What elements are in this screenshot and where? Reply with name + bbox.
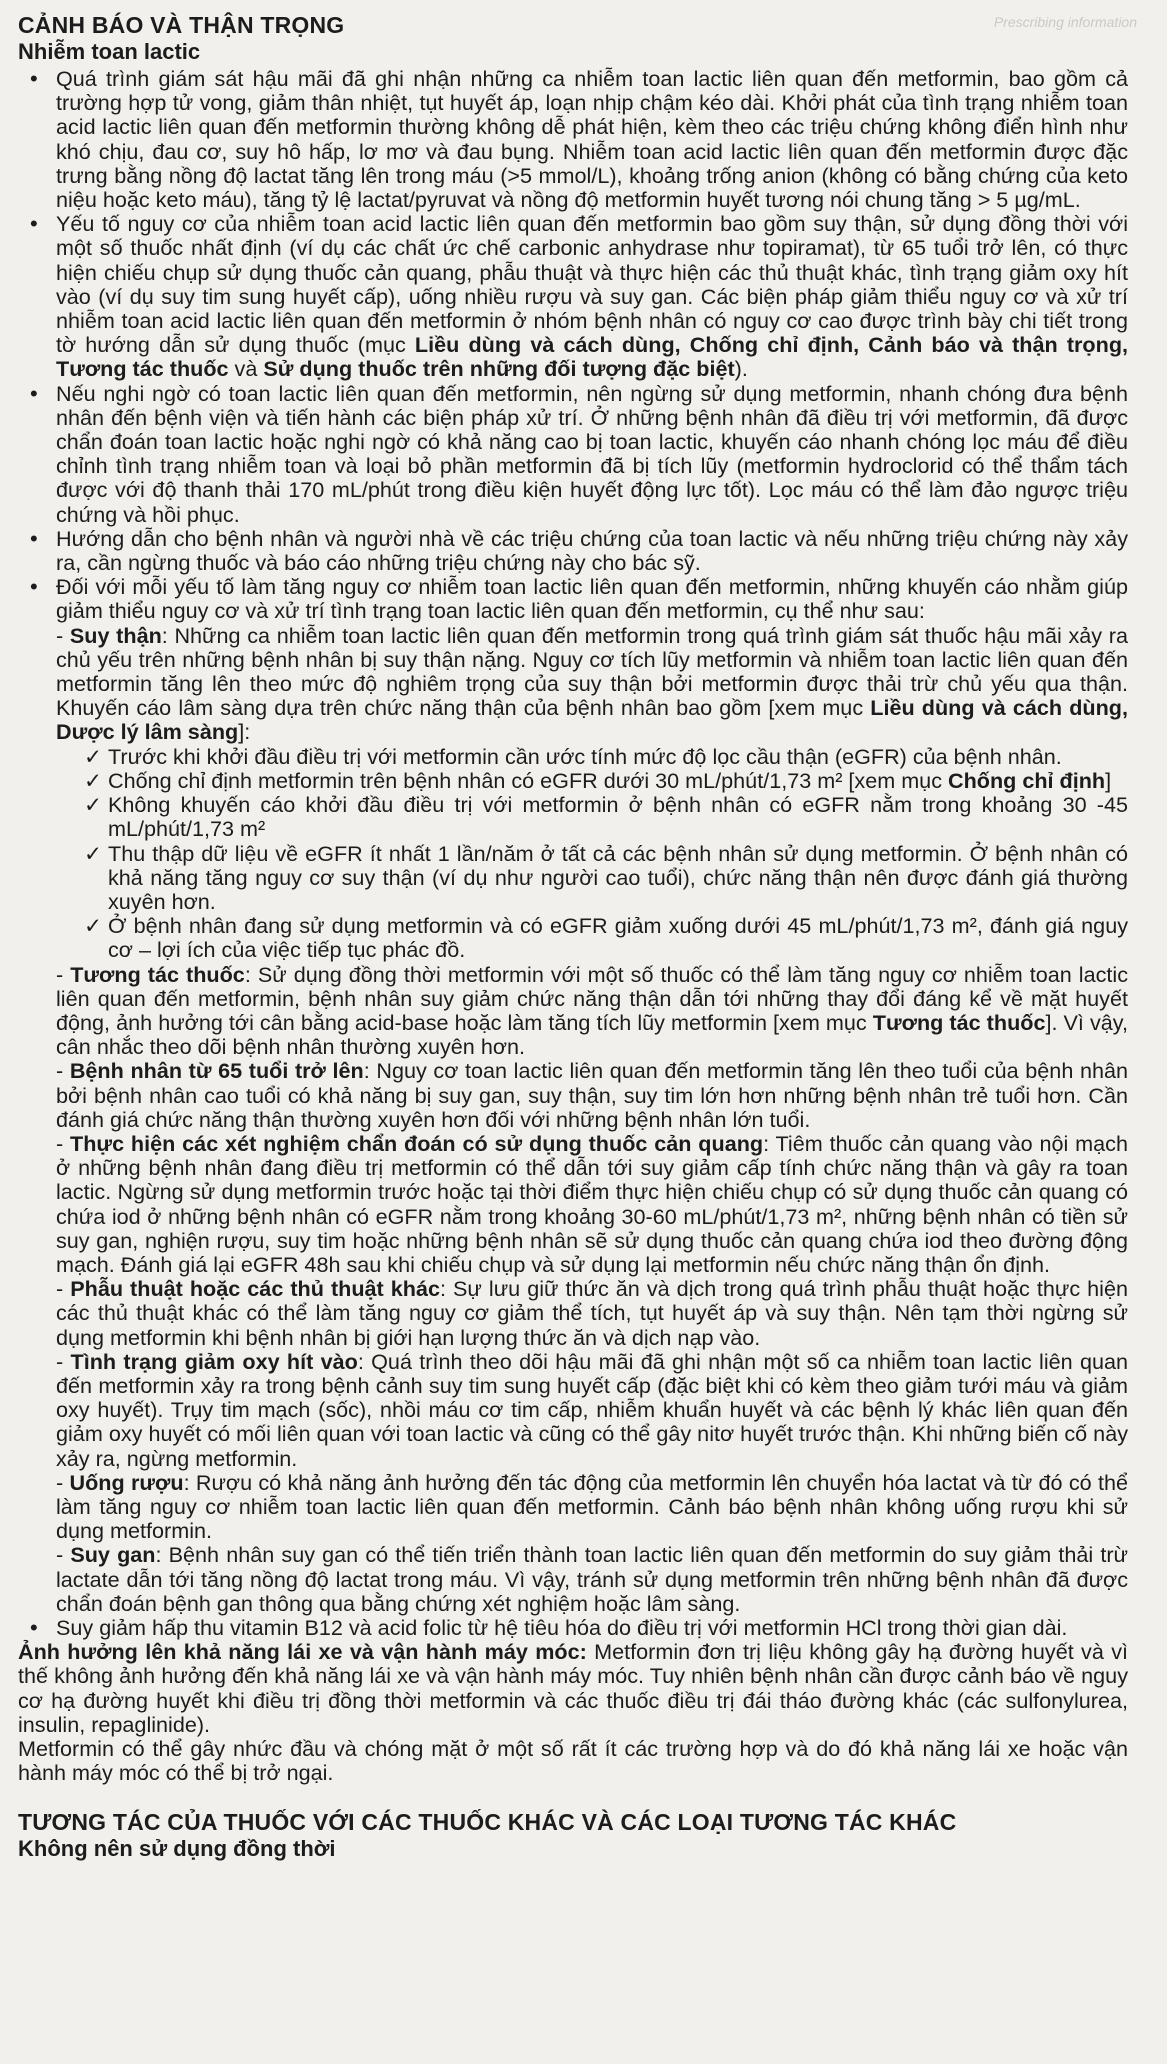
risk-label: Bệnh nhân từ 65 tuổi trở lên <box>69 1058 364 1084</box>
risk-text: ]. Vì vậy, cân nhắc theo dõi bệnh nhân thường xuyên hơn. <box>56 1009 1129 1060</box>
risk-interaction: - Tương tác thuốc: Sử dụng đồng thời metformin với một số thuốc có thể làm tăng nguy cơ nhiễm toan lactic liên quan đến metformin, bệnh nhân suy giảm chức năng thận dẫn tới những thay đổi đáng kể về mặt huyết động, ảnh hưởng tới cân bằng acid-base hoặc làm tăng tích lũy metformin [xem mục Tương tác thuốc]. Vì vậy, cân nhắc theo dõi bệnh nhân thường xuyên hơn. <box>56 961 1129 1060</box>
checkmark-icon: ✓ <box>84 743 103 769</box>
risk-label: Phẫu thuật hoặc các thủ thuật khác <box>70 1276 440 1302</box>
check-item <box>84 840 1128 915</box>
bullet-text: Hướng dẫn cho bệnh nhân và người nhà về các triệu chứng của toan lactic và nếu những triệu chứng này xảy ra, cần ngừng thuốc và báo cáo những triệu chứng này cho bác sỹ. <box>56 525 1128 576</box>
bullet-item <box>56 575 1128 1616</box>
subsection-heading-lactic: Nhiễm toan lactic <box>18 39 201 64</box>
bullet-list <box>18 67 1128 1640</box>
bullet-text: Nếu nghi ngờ có toan lactic liên quan đến metformin, nên ngừng sử dụng metformin, nhanh chóng đưa bệnh nhân đến bệnh viện và tiến hành các biện pháp xử trí. Ở những bệnh nhân đã điều trị với metformin, đã được chẩn đoán toan lactic hoặc nghi ngờ có khả năng cao bị toan lactic, khuyến cáo nhanh chóng lọc máu để điều chỉnh tình trạng nhiễm toan và loại bỏ phần metformin đã bị tích lũy (metformin hydroclorid có thể thẩm tách được với độ thanh thải 170 mL/phút trong điều kiện huyết động lực tốt). Lọc máu có thể làm đảo ngược triệu chứng và hồi phục. <box>56 380 1128 527</box>
risk-label: Suy thận <box>69 622 162 648</box>
risk-text: : Bệnh nhân suy gan có thể tiến triển thành toan lactic liên quan đến metformin do suy giảm thải trừ lactate dẫn tới tăng nồng độ lactat trong máu. Vì vậy, tránh sử dụng metformin trên những bệnh nhân đã được chẩn đoán bệnh gan thông qua bằng chứng xét nghiệm hoặc lâm sàng. <box>56 1542 1128 1616</box>
risk-text: : Sự lưu giữ thức ăn và dịch trong quá trình phẫu thuật hoặc thực hiện các thủ thuật khác có thể làm tăng nguy cơ giảm thể tích, tụt huyết áp và suy thận. Nên tạm thời ngừng sử dụng metformin khi bệnh nhân bị giới hạn lượng thức ăn và dịch nạp vào. <box>56 1276 1128 1350</box>
background-ghost-text: Prescribing information <box>993 14 1137 30</box>
spacer <box>18 1785 1128 1809</box>
check-item <box>84 743 1128 769</box>
bullet-text: và <box>228 356 264 382</box>
risk-text: : Quá trình theo dõi hậu mãi đã ghi nhận một số ca nhiễm toan lactic liên quan đến metformin xảy ra trong bệnh cảnh suy tim sung huyết cấp (đặc biệt khi có kèm theo giảm tưới máu và giảm oxy huyết). Trụy tim mạch (sốc), nhồi máu cơ tim cấp, nhiễm khuẩn huyết và các bệnh lý khác liên quan đến giảm oxy huyết có mối liên quan với toan lactic và cũng có thể gây nitơ huyết trước thận. Khi những biến cố này xảy ra, ngừng metformin. <box>56 1348 1128 1471</box>
next-section-title: TƯƠNG TÁC CỦA THUỐC VỚI CÁC THUỐC KHÁC VÀ CÁC LOẠI TƯƠNG TÁC KHÁC <box>18 1809 957 1836</box>
check-text: Ở bệnh nhân đang sử dụng metformin và có eGFR giảm xuống dưới 45 mL/phút/1,73 m², đánh giá nguy cơ – lợi ích của việc tiếp tục phác đồ. <box>108 913 1128 963</box>
checkmark-icon: ✓ <box>84 913 103 939</box>
check-list <box>56 745 1128 963</box>
risk-label: Thực hiện các xét nghiệm chẩn đoán có sử dụng thuốc cản quang <box>70 1130 764 1156</box>
risk-renal: - Suy thận: Những ca nhiễm toan lactic liên quan đến metformin trong quá trình giám sát thuốc hậu mãi xảy ra chủ yếu trên những bệnh nhân bị suy thận nặng. Nguy cơ tích lũy metformin và nhiễm toan lactic liên quan đến metformin tăng lên theo mức độ nghiêm trọng của suy thận bởi metformin được thải trừ chủ yếu qua thận. Khuyến cáo lâm sàng dựa trên chức năng thận của bệnh nhân bao gồm [xem mục Liều dùng và cách dùng, Dược lý lâm sàng]: <box>56 622 1128 745</box>
check-text: ] <box>1105 767 1112 793</box>
checkmark-icon: ✓ <box>84 792 103 818</box>
driving-heading: Ảnh hưởng lên khả năng lái xe và vận hành máy móc: <box>18 1639 587 1665</box>
driving-paragraph <box>18 1640 1128 1737</box>
bullet-text: Suy giảm hấp thu vitamin B12 và acid folic từ hệ tiêu hóa do điều trị với metformin HCl trong thời gian dài. <box>56 1615 1068 1640</box>
risk-contrast: - Thực hiện các xét nghiệm chẩn đoán có sử dụng thuốc cản quang: Tiêm thuốc cản quang vào nội mạch ở những bệnh nhân đang điều trị metformin có thể dẫn tới suy giảm cấp tính chức năng thận và gây ra toan lactic. Ngừng sử dụng metformin trước hoặc tại thời điểm thực hiện chiếu chụp có sử dụng thuốc cản quang có chứa iod ở những bệnh nhân có eGFR nằm trong khoảng 30-60 mL/phút/1,73 m², những bệnh nhân có tiền sử suy gan, nghiện rượu, suy tim hoặc những bệnh nhân sẽ sử dụng thuốc cản quang chứa iod theo đường động mạch. Đánh giá lại eGFR 48h sau khi chiếu chụp và sử dụng lại metformin nếu chức năng thận ổn định. <box>56 1130 1128 1277</box>
risk-hypoxic: - Tình trạng giảm oxy hít vào: Quá trình theo dõi hậu mãi đã ghi nhận một số ca nhiễm toan lactic liên quan đến metformin xảy ra trong bệnh cảnh suy tim sung huyết cấp (đặc biệt khi có kèm theo giảm tưới máu và giảm oxy huyết). Trụy tim mạch (sốc), nhồi máu cơ tim cấp, nhiễm khuẩn huyết và các bệnh lý khác liên quan đến giảm oxy huyết có mối liên quan với toan lactic và cũng có thể gây nitơ huyết trước thận. Khi những biến cố này xảy ra, ngừng metformin. <box>56 1348 1128 1471</box>
driving-paragraph-2: Metformin có thể gây nhức đầu và chóng mặt ở một số rất ít các trường hợp và do đó khả năng lái xe hoặc vận hành máy móc có thể bị trở ngại. <box>18 1736 1128 1786</box>
bullet-text: Yếu tố nguy cơ của nhiễm toan acid lactic liên quan đến metformin bao gồm suy thận, sử dụng đồng thời với một số thuốc nhất định (ví dụ các chất ức chế carbonic anhydrase như topiramat), từ 65 tuổi trở lên, có thực hiện chiếu chụp sử dụng thuốc cản quang, phẫu thuật và thực hiện các thủ thuật khác, tình trạng giảm oxy hít vào (ví dụ suy tim sung huyết cấp), uống nhiều rượu và suy gan. Các biện pháp giảm thiểu nguy cơ và xử trí nhiễm toan acid lactic liên quan đến metformin ở nhóm bệnh nhân có nguy cơ cao được trình bày chi tiết trong tờ hướng dẫn sử dụng thuốc (mục <box>56 211 1128 358</box>
next-subsection-heading: Không nên sử dụng đồng thời <box>18 1836 336 1862</box>
bold-reference: Liều dùng và cách dùng, Dược lý lâm sàng <box>56 695 1128 745</box>
document-page <box>18 12 1129 1862</box>
risk-elderly: - Bệnh nhân từ 65 tuổi trở lên: Nguy cơ toan lactic liên quan đến metformin tăng lên theo tuổi của bệnh nhân bởi bệnh nhân cao tuổi có khả năng bị suy gan, suy thận, suy tim lớn hơn những bệnh nhân trẻ tuổi hơn. Cần đánh giá chức năng thận thường xuyên hơn đối với những bệnh nhân lớn tuổi. <box>56 1058 1128 1132</box>
risk-text: : Sử dụng đồng thời metformin với một số thuốc có thể làm tăng nguy cơ nhiễm toan lactic liên quan đến metformin, bệnh nhân suy giảm chức năng thận dẫn tới những thay đổi đáng kể về mặt huyết động, ảnh hưởng tới cân bằng acid-base hoặc làm tăng tích lũy metformin [xem mục <box>56 961 1128 1035</box>
bullet-item <box>56 212 1128 381</box>
check-text: Không khuyến cáo khởi đầu điều trị với metformin ở bệnh nhân có eGFR nằm trong khoảng 30 -45 mL/phút/1,73 m² <box>108 792 1128 842</box>
risk-label: Uống rượu <box>69 1469 184 1495</box>
bold-reference: Sử dụng thuốc trên những đối tượng đặc biệt <box>263 356 735 382</box>
check-item <box>84 792 1128 842</box>
checkmark-icon: ✓ <box>84 840 103 866</box>
risk-alcohol: - Uống rượu: Rượu có khả năng ảnh hưởng đến tác động của metformin lên chuyển hóa lactat và từ đó có thể làm tăng nguy cơ nhiễm toan lactic liên quan đến metformin. Cảnh báo bệnh nhân không uống rượu khi sử dụng metformin. <box>56 1469 1128 1544</box>
risk-text: ]: <box>238 719 251 745</box>
risk-text: : Tiêm thuốc cản quang vào nội mạch ở những bệnh nhân đang điều trị metformin có thể dẫn tới suy giảm cấp tính chức năng thận và gây ra toan lactic. Ngừng sử dụng metformin trước hoặc tại thời điểm thực hiện chiếu chụp có sử dụng thuốc cản quang có chứa iod ở những bệnh nhân có eGFR nằm trong khoảng 30-60 mL/phút/1,73 m², những bệnh nhân có tiền sử suy gan, nghiện rượu, suy tim hoặc những bệnh nhân sẽ sử dụng thuốc cản quang chứa iod theo đường động mạch. Đánh giá lại eGFR 48h sau khi chiếu chụp và sử dụng lại metformin nếu chức năng thận ổn định. <box>56 1130 1128 1277</box>
check-text: Trước khi khởi đầu điều trị với metformin cần ước tính mức độ lọc cầu thận (eGFR) của bệnh nhân. <box>108 743 1062 769</box>
bullet-text: Đối với mỗi yếu tố làm tăng nguy cơ nhiễm toan lactic liên quan đến metformin, những khuyến cáo nhằm giúp giảm thiểu nguy cơ và xử trí tình trạng toan lactic liên quan đến metformin, cụ thể như sau: <box>56 574 1128 624</box>
bullet-item <box>56 382 1128 527</box>
check-text: Chống chỉ định metformin trên bệnh nhân có eGFR dưới 30 mL/phút/1,73 m² [xem mục <box>108 767 948 793</box>
risk-text: : Rượu có khả năng ảnh hưởng đến tác động của metformin lên chuyển hóa lactat và từ đó có thể làm tăng nguy cơ nhiễm toan lactic liên quan đến metformin. Cảnh báo bệnh nhân không uống rượu khi sử dụng metformin. <box>56 1469 1128 1544</box>
driving-text: Metformin đơn trị liệu không gây hạ đường huyết và vì thế không ảnh hưởng đến khả năng lái xe và vận hành máy móc. Tuy nhiên bệnh nhân cần được cảnh báo về nguy cơ hạ đường huyết khi điều trị đồng thời metformin và các thuốc điều trị đái tháo đường khác (các sulfonylurea, insulin, repaglinide). <box>18 1639 1128 1737</box>
risk-surgery: - Phẫu thuật hoặc các thủ thuật khác: Sự lưu giữ thức ăn và dịch trong quá trình phẫu thuật hoặc thực hiện các thủ thuật khác có thể làm tăng nguy cơ giảm thể tích, tụt huyết áp và suy thận. Nên tạm thời ngừng sử dụng metformin khi bệnh nhân bị giới hạn lượng thức ăn và dịch nạp vào. <box>56 1276 1128 1350</box>
bullet-item <box>56 527 1128 575</box>
section-title: CẢNH BÁO VÀ THẬN TRỌNG <box>18 12 345 38</box>
bold-reference: Chống chỉ định <box>947 767 1106 793</box>
bullet-text: ). <box>734 356 748 382</box>
bullet-item <box>56 1616 1128 1640</box>
risk-text: : Những ca nhiễm toan lactic liên quan đến metformin trong quá trình giám sát thuốc hậu mãi xảy ra chủ yếu trên những bệnh nhân bị suy thận nặng. Nguy cơ tích lũy metformin và nhiễm toan lactic liên quan đến metformin tăng lên theo mức độ nghiêm trọng của suy thận bởi metformin được thải trừ chủ yếu qua thận. Khuyến cáo lâm sàng dựa trên chức năng thận của bệnh nhân bao gồm [xem mục <box>56 622 1128 721</box>
bold-reference: Tương tác thuốc <box>872 1009 1046 1035</box>
bullet-text: Quá trình giám sát hậu mãi đã ghi nhận những ca nhiễm toan lactic liên quan đến metformin, bao gồm cả trường hợp tử vong, giảm thân nhiệt, tụt huyết áp, loạn nhịp chậm kéo dài. Khởi phát của tình trạng nhiễm toan acid lactic liên quan đến metformin thường không dễ phát hiện, kèm theo các triệu chứng không điển hình như khó chịu, đau cơ, suy hô hấp, lơ mơ và đau bụng. Nhiễm toan acid lactic liên quan đến metformin được đặc trưng bằng nồng độ lactat tăng lên trong máu (>5 mmol/L), khoảng trống anion (không có bằng chứng của keto niệu hoặc keto máu), tăng tỷ lệ lactat/pyruvat và nồng độ metformin huyết tương nói chung tăng > 5 µg/mL. <box>56 66 1128 213</box>
risk-label: Tình trạng giảm oxy hít vào <box>70 1348 358 1374</box>
risk-text: : Nguy cơ toan lactic liên quan đến metformin tăng lên theo tuổi của bệnh nhân bởi bệnh nhân cao tuổi có khả năng bị suy gan, suy thận, suy tim lớn hơn những bệnh nhân trẻ tuổi hơn. Cần đánh giá chức năng thận thường xuyên hơn đối với những bệnh nhân lớn tuổi. <box>56 1058 1128 1132</box>
bold-reference: Liều dùng và cách dùng, Chống chỉ định, Cảnh báo và thận trọng, Tương tác thuốc <box>56 332 1129 382</box>
checkmark-icon: ✓ <box>84 767 103 793</box>
bullet-item <box>56 67 1128 212</box>
check-text: Thu thập dữ liệu về eGFR ít nhất 1 lần/năm ở tất cả các bệnh nhân sử dụng metformin. Ở bệnh nhân có khả năng tăng nguy cơ suy thận (ví dụ như người cao tuổi), chức năng thận nên được đánh giá thường xuyên hơn. <box>108 840 1128 914</box>
risk-label: Tương tác thuốc <box>70 961 245 987</box>
check-item <box>84 767 1128 793</box>
risk-label: Suy gan <box>70 1542 156 1568</box>
check-item <box>84 913 1128 963</box>
risk-hepatic: - Suy gan: Bệnh nhân suy gan có thể tiến triển thành toan lactic liên quan đến metformin do suy giảm thải trừ lactate dẫn tới tăng nồng độ lactat trong máu. Vì vậy, tránh sử dụng metformin trên những bệnh nhân đã được chẩn đoán bệnh gan thông qua bằng chứng xét nghiệm hoặc lâm sàng. <box>56 1542 1128 1616</box>
